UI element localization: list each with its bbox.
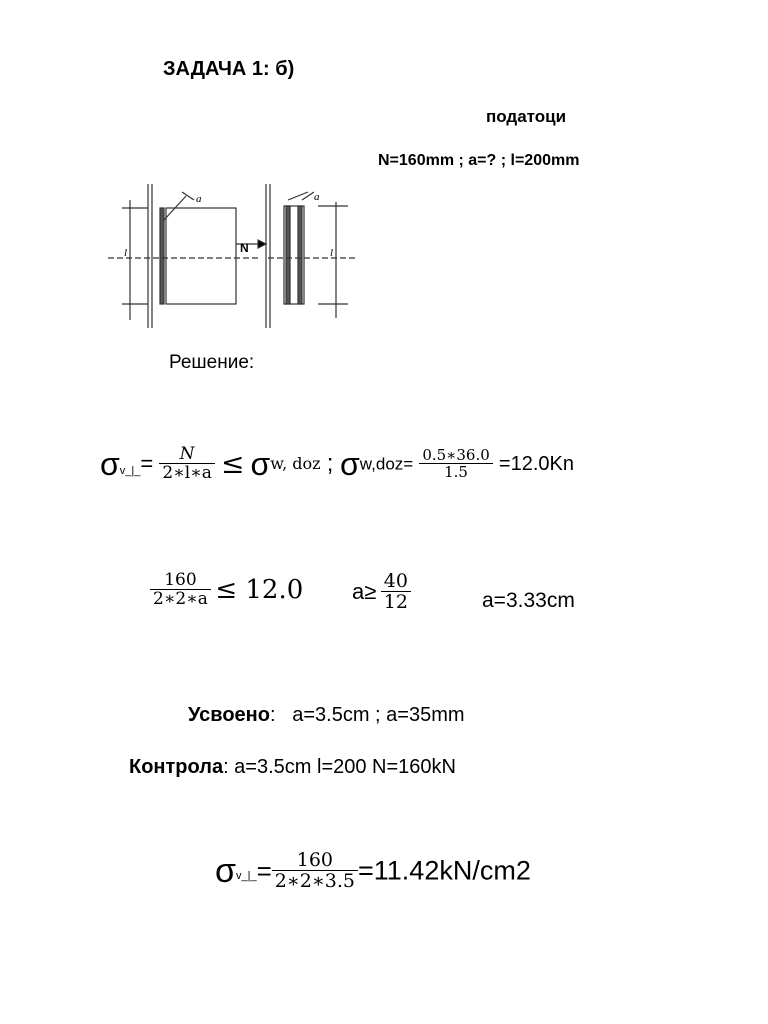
figure-label-a: a bbox=[196, 193, 202, 205]
fraction-numerator: 160 bbox=[164, 570, 197, 590]
separator: ; bbox=[326, 450, 341, 477]
sigma-symbol: σ bbox=[100, 446, 120, 482]
figure-label-l-right: l bbox=[330, 247, 334, 259]
fraction-numerator-2: 0.5∗36.0 bbox=[422, 446, 490, 464]
fraction-denominator: 2∗2∗a bbox=[150, 589, 211, 608]
fraction-numerator: 160 bbox=[296, 849, 334, 871]
fraction-allowable-stress bbox=[419, 448, 492, 480]
equals-sign: = bbox=[140, 451, 154, 476]
given-values: N=160mm ; a=? ; l=200mm bbox=[378, 152, 580, 169]
adopted-line bbox=[188, 704, 465, 727]
fraction-control bbox=[272, 851, 358, 891]
fraction-denominator-2: 12 bbox=[381, 591, 411, 612]
adopted-label: Усвоено bbox=[188, 704, 270, 726]
inequality-rhs: ≤ 12.0 bbox=[215, 575, 304, 605]
adopted-colon: : bbox=[269, 704, 276, 726]
sigma-subscript: v_|_ bbox=[119, 464, 141, 477]
weld-diagram bbox=[108, 180, 358, 330]
equation-3 bbox=[215, 851, 531, 891]
a-result: a=3.33cm bbox=[482, 589, 575, 612]
sigma-subscript: v_|_ bbox=[235, 870, 257, 883]
fraction-numerator: N bbox=[179, 444, 195, 464]
adopted-value: a=3.5cm ; a=35mm bbox=[292, 704, 465, 726]
fraction-160-over-2-2-a bbox=[150, 572, 211, 608]
a-geq-label: a≥ bbox=[352, 579, 377, 604]
task-title: ЗАДАЧА 1: б) bbox=[163, 58, 295, 80]
equation-2 bbox=[150, 572, 303, 608]
sigma-wdoz-label: w,doz= bbox=[359, 454, 414, 474]
fraction-denominator: 2∗l∗a bbox=[159, 463, 215, 482]
control-label: Контрола bbox=[129, 756, 224, 778]
sigma-symbol: σ bbox=[215, 852, 236, 890]
control-result: =11.42kN/cm2 bbox=[358, 855, 531, 886]
fraction-denominator: 2∗2∗3.5 bbox=[272, 870, 358, 891]
equals-sign: = bbox=[256, 856, 272, 886]
allowable-stress-result: =12.0Kn bbox=[498, 453, 574, 475]
fraction-40-over-12 bbox=[381, 572, 411, 612]
fraction-numerator-2: 40 bbox=[383, 570, 408, 592]
fraction-denominator-2: 1.5 bbox=[419, 463, 492, 480]
sigma-wdoz-subscript: w, doz bbox=[270, 454, 321, 473]
control-line bbox=[129, 756, 456, 779]
solution-label: Решение: bbox=[169, 352, 255, 373]
equation-1 bbox=[100, 446, 574, 482]
leq-sign: ≤ bbox=[220, 447, 245, 480]
sigma-symbol-3: σ bbox=[340, 446, 360, 482]
figure-label-n: N bbox=[240, 241, 249, 255]
fraction-n-over-2la bbox=[159, 446, 215, 482]
given-heading: податоци bbox=[486, 107, 567, 126]
figure-label-a-right: a bbox=[314, 191, 320, 203]
sigma-symbol-2: σ bbox=[250, 446, 271, 482]
figure-label-l: l bbox=[124, 247, 128, 259]
equation-2-bound bbox=[352, 572, 411, 612]
control-value: : a=3.5cm l=200 N=160kN bbox=[223, 756, 456, 778]
